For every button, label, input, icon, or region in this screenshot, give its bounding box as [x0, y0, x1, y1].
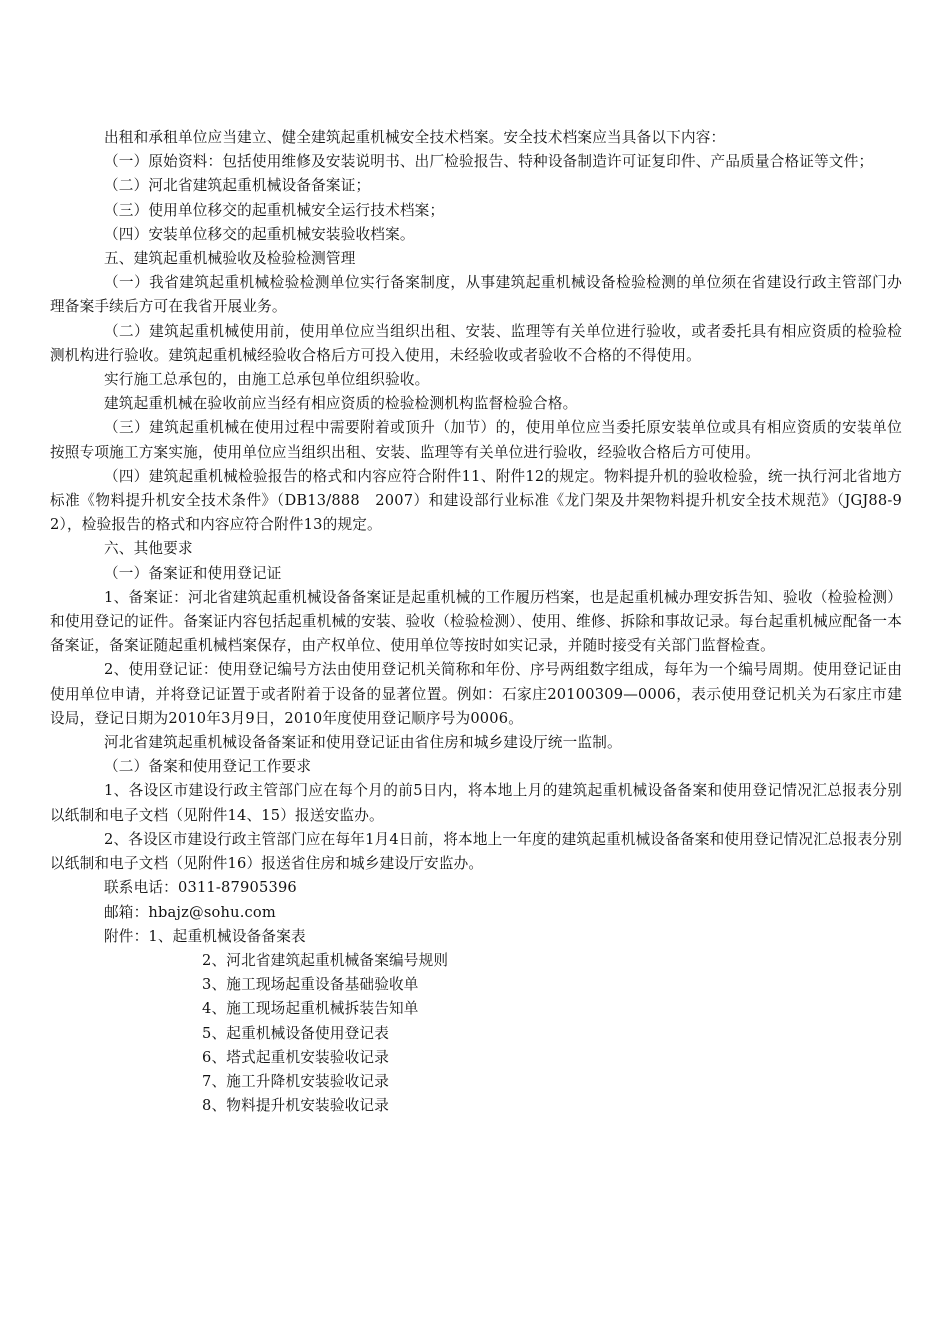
subheading-6-1: （一）备案证和使用登记证	[104, 564, 282, 582]
paragraph-item-1: （一）原始资料：包括使用维修及安装说明书、出厂检验报告、特种设备制造许可证复印件、产品质量合格证等文件；	[104, 153, 874, 171]
attachment-item: 7、施工升降机安装验收记录	[202, 1072, 390, 1090]
attachments-heading: 附件：1、起重机械设备备案表	[104, 927, 306, 945]
attachment-item: 3、施工现场起重设备基础验收单	[202, 976, 419, 994]
paragraph-item-4: （四）安装单位移交的起重机械安装验收档案。	[104, 225, 415, 243]
paragraph-general-contract: 实行施工总承包的，由施工总承包单位组织验收。	[104, 371, 430, 389]
paragraph-annual-report: 2、各设区市建设行政主管部门应在每年1月4日前，将本地上一年度的建筑起重机械设备备案和使用登记情况汇总报表分别以纸制和电子文档（见附件16）报送省住房和城乡建设厅安监办。	[50, 830, 902, 873]
paragraph-monthly-report: 1、各设区市建设行政主管部门应在每个月的前5日内，将本地上月的建筑起重机械设备备案和使用登记情况汇总报表分别以纸制和电子文档（见附件14、15）报送安监办。	[50, 782, 902, 824]
paragraph-filing-certificate: 1、备案证：河北省建筑起重机械设备备案证是起重机械的工作履历档案，也是起重机械办理安拆告知、验收（检验检测）和使用登记的证件。备案证内容包括起重机械的安装、验收（检验检测）、使用、维修、拆除和事故记录。每台起重机械应配备一本备案证，备案证随起重机械档案保存，由产权单位、使用单位等按时如实记录，并随时接受有关部门监督检查。	[50, 588, 902, 655]
contact-phone: 联系电话：0311-87905396	[104, 879, 297, 897]
paragraph-5-1: （一）我省建筑起重机械检验检测单位实行备案制度，从事建筑起重机械设备检验检测的单位须在省建设行政主管部门办理备案手续后方可在我省开展业务。	[50, 274, 902, 316]
attachment-item: 6、塔式起重机安装验收记录	[202, 1048, 390, 1066]
paragraph-archive-intro: 出租和承租单位应当建立、健全建筑起重机械安全技术档案。安全技术档案应当具备以下内容：	[104, 129, 726, 146]
subheading-6-2: （二）备案和使用登记工作要求	[104, 758, 312, 776]
paragraph-item-3: （三）使用单位移交的起重机械安全运行技术档案；	[104, 201, 445, 219]
section-heading-6: 六、其他要求	[104, 540, 193, 558]
document-body	[50, 126, 902, 1118]
attachment-item: 2、河北省建筑起重机械备案编号规则	[202, 951, 449, 969]
attachment-item: 5、起重机械设备使用登记表	[202, 1024, 390, 1042]
paragraph-unified-supervision: 河北省建筑起重机械设备备案证和使用登记证由省住房和城乡建设厅统一监制。	[104, 734, 622, 752]
attachment-item: 8、物料提升机安装验收记录	[202, 1097, 390, 1115]
paragraph-item-2: （二）河北省建筑起重机械设备备案证；	[104, 177, 371, 195]
paragraph-supervision: 建筑起重机械在验收前应当经有相应资质的检验检测机构监督检验合格。	[104, 395, 578, 413]
attachment-item: 4、施工现场起重机械拆装告知单	[202, 1000, 419, 1018]
section-heading-5: 五、建筑起重机械验收及检验检测管理	[104, 250, 356, 268]
paragraph-5-4: （四）建筑起重机械检验报告的格式和内容应符合附件11、附件12的规定。物料提升机的验收检验，统一执行河北省地方标准《物料提升机安全技术条件》（DB13/888 2007）和建设部行业标准《龙门架及井架物料提升机安全技术规范》（JGJ88-92），检验报告的格式和内容应符合附件13的规定。	[50, 467, 902, 534]
paragraph-registration-certificate: 2、使用登记证：使用登记编号方法由使用登记机关简称和年份、序号两组数字组成，每年为一个编号周期。使用登记证由使用单位申请，并将登记证置于或者附着于设备的显著位置。例如：石家庄20100309—0006，表示使用登记机关为石家庄市建设局，登记日期为2010年3月9日，2010年度使用登记顺序号为0006。	[50, 661, 902, 727]
paragraph-5-3: （三）建筑起重机械在使用过程中需要附着或顶升（加节）的，使用单位应当委托原安装单位或具有相应资质的安装单位按照专项施工方案实施，使用单位应当组织出租、安装、监理等有关单位进行验收，经验收合格后方可使用。	[50, 419, 902, 461]
contact-email: 邮箱：hbajz@sohu.com	[104, 903, 276, 921]
paragraph-5-2: （二）建筑起重机械使用前，使用单位应当组织出租、安装、监理等有关单位进行验收，或者委托具有相应资质的检验检测机构进行验收。建筑起重机械经验收合格后方可投入使用，未经验收或者验收不合格的不得使用。	[50, 322, 902, 364]
